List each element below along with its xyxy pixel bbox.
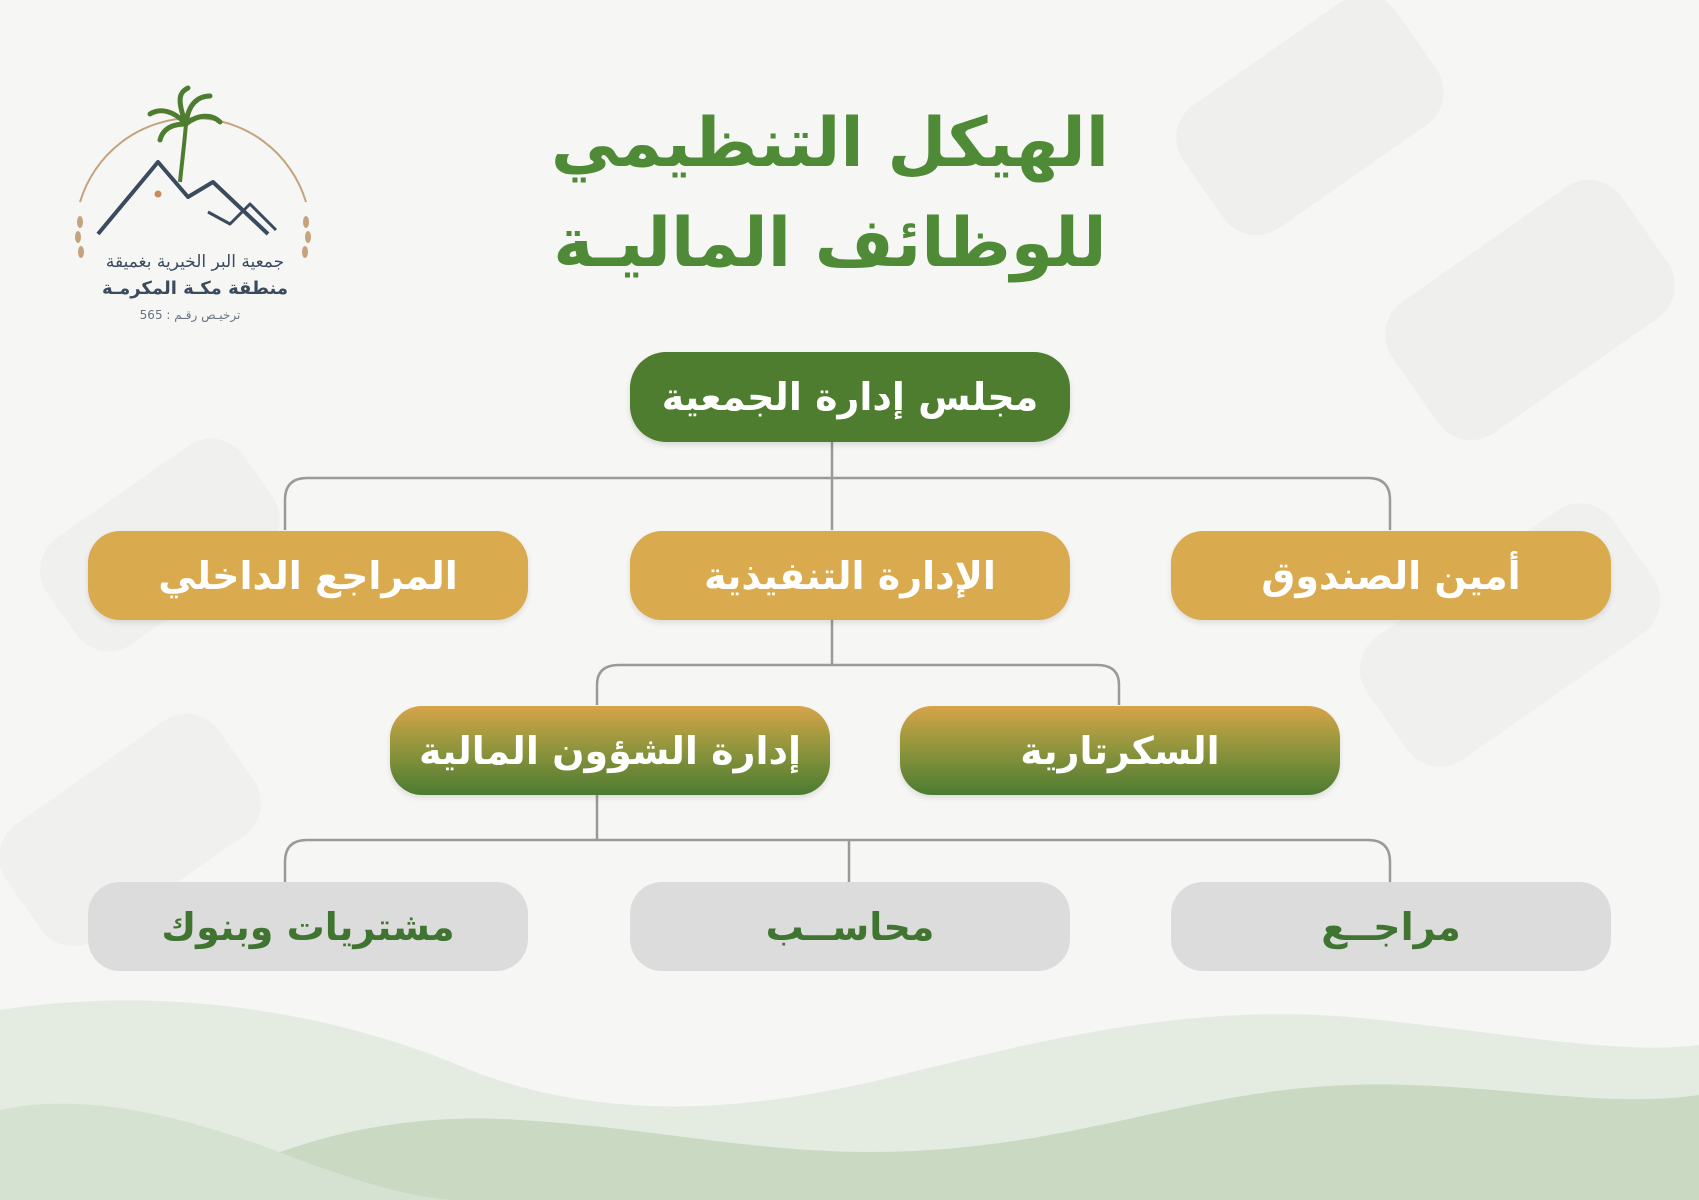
- node-board-of-directors: مجلس إدارة الجمعية: [630, 352, 1070, 442]
- node-internal-auditor: المراجع الداخلي: [88, 531, 528, 620]
- logo-org-name: جمعية البر الخيرية بغميقة: [105, 252, 285, 272]
- page-title-line-2: للوظائف الماليـة: [553, 204, 1107, 283]
- node-reviewer: مراجــع: [1171, 882, 1611, 971]
- node-treasurer: أمين الصندوق: [1171, 531, 1611, 620]
- node-accountant: محاســب: [630, 882, 1070, 971]
- logo-license-number: ترخيـص رقـم : 565: [139, 308, 241, 322]
- node-secretariat: السكرتارية: [900, 706, 1340, 795]
- page-title-line-1: الهيكل التنظيمي: [550, 104, 1110, 183]
- logo-region-name: منطقة مكـة المكرمـة: [102, 278, 288, 299]
- node-executive-management: الإدارة التنفيذية: [630, 531, 1070, 620]
- node-financial-affairs-department: إدارة الشؤون المالية: [390, 706, 830, 795]
- node-purchases-and-banks: مشتريات وبنوك: [88, 882, 528, 971]
